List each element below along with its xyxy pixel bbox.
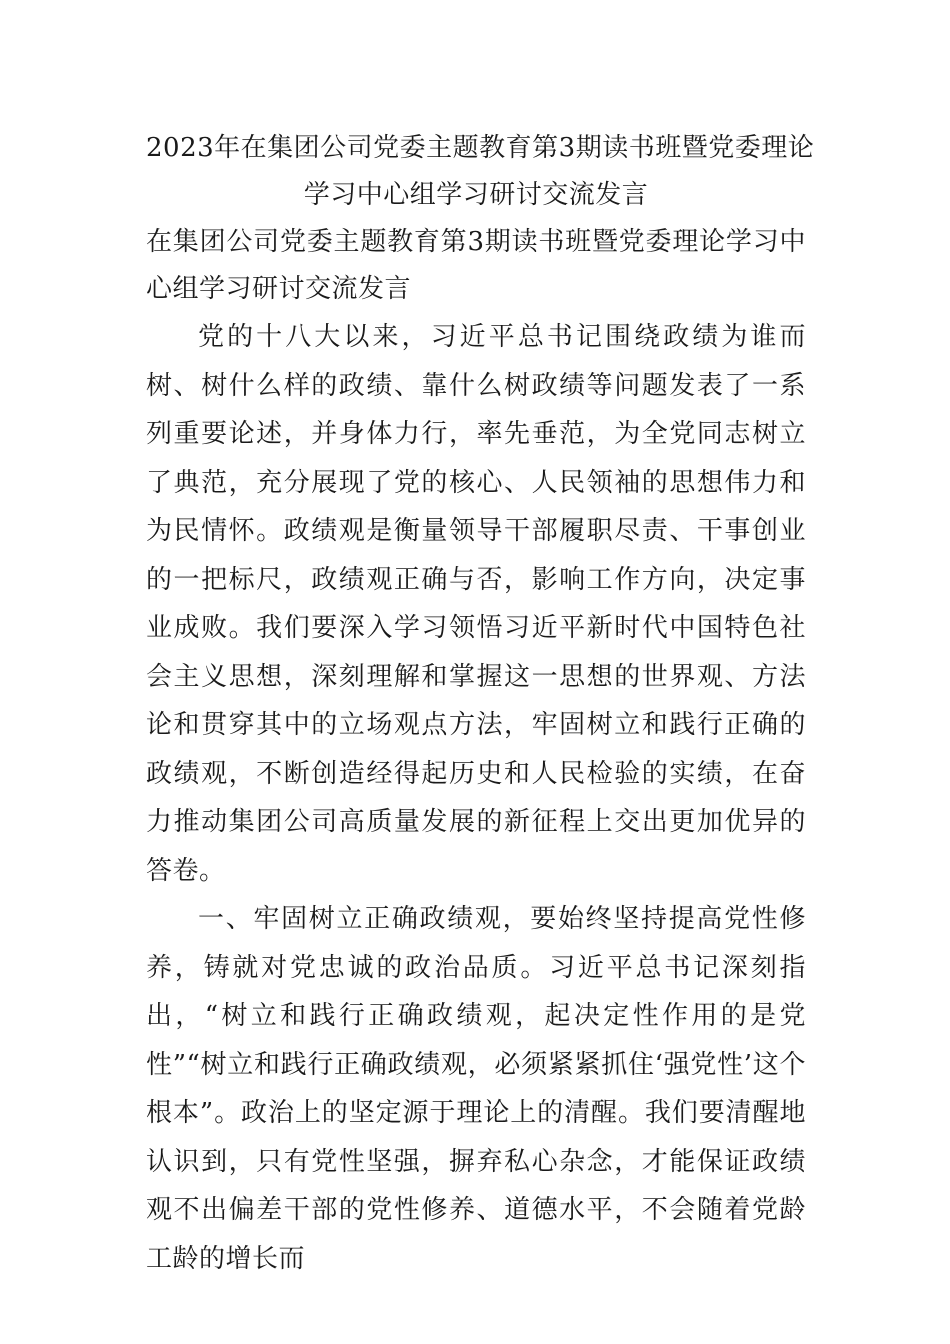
body-paragraph-section-one: 一、牢固树立正确政绩观，要始终坚持提高党性修养，铸就对党忠诚的政治品质。习近平总书记深刻指出，“树立和践行正确政绩观，起决定性作用的是党性”“树立和践行正确政绩观，必须紧紧抓住‘强党性’这个根本”。政治上的坚定源于理论上的清醒。我们要清醒地认识到，只有党性坚强，摒弃私心杂念，才能保证政绩观不出偏差干部的党性修养、道德水平，不会随着党龄工龄的增长而 [146,904,806,1274]
title-line-1: 2023年在集团公司党委主题教育第3期读书班暨党委理论 [146,133,815,163]
title-line-2: 学习中心组学习研讨交流发言 [303,180,649,210]
document-content [146,125,815,1283]
document-subtitle: 在集团公司党委主题教育第3期读书班暨党委理论学习中心组学习研讨交流发言 [146,227,806,304]
document-title [146,125,815,219]
body-paragraph-intro: 党的十八大以来，习近平总书记围绕政绩为谁而树、树什么样的政绩、靠什么树政绩等问题发表了一系列重要论述，并身体力行，率先垂范，为全党同志树立了典范，充分展现了党的核心、人民领袖的思想伟力和为民情怀。政绩观是衡量领导干部履职尽责、干事创业的一把标尺，政绩观正确与否，影响工作方向，决定事业成败。我们要深入学习领悟习近平新时代中国特色社会主义思想，深刻理解和掌握这一思想的世界观、方法论和贯穿其中的立场观点方法，牢固树立和践行正确的政绩观，不断创造经得起历史和人民检验的实绩，在奋力推动集团公司高质量发展的新征程上交出更加优异的答卷。 [146,322,806,886]
